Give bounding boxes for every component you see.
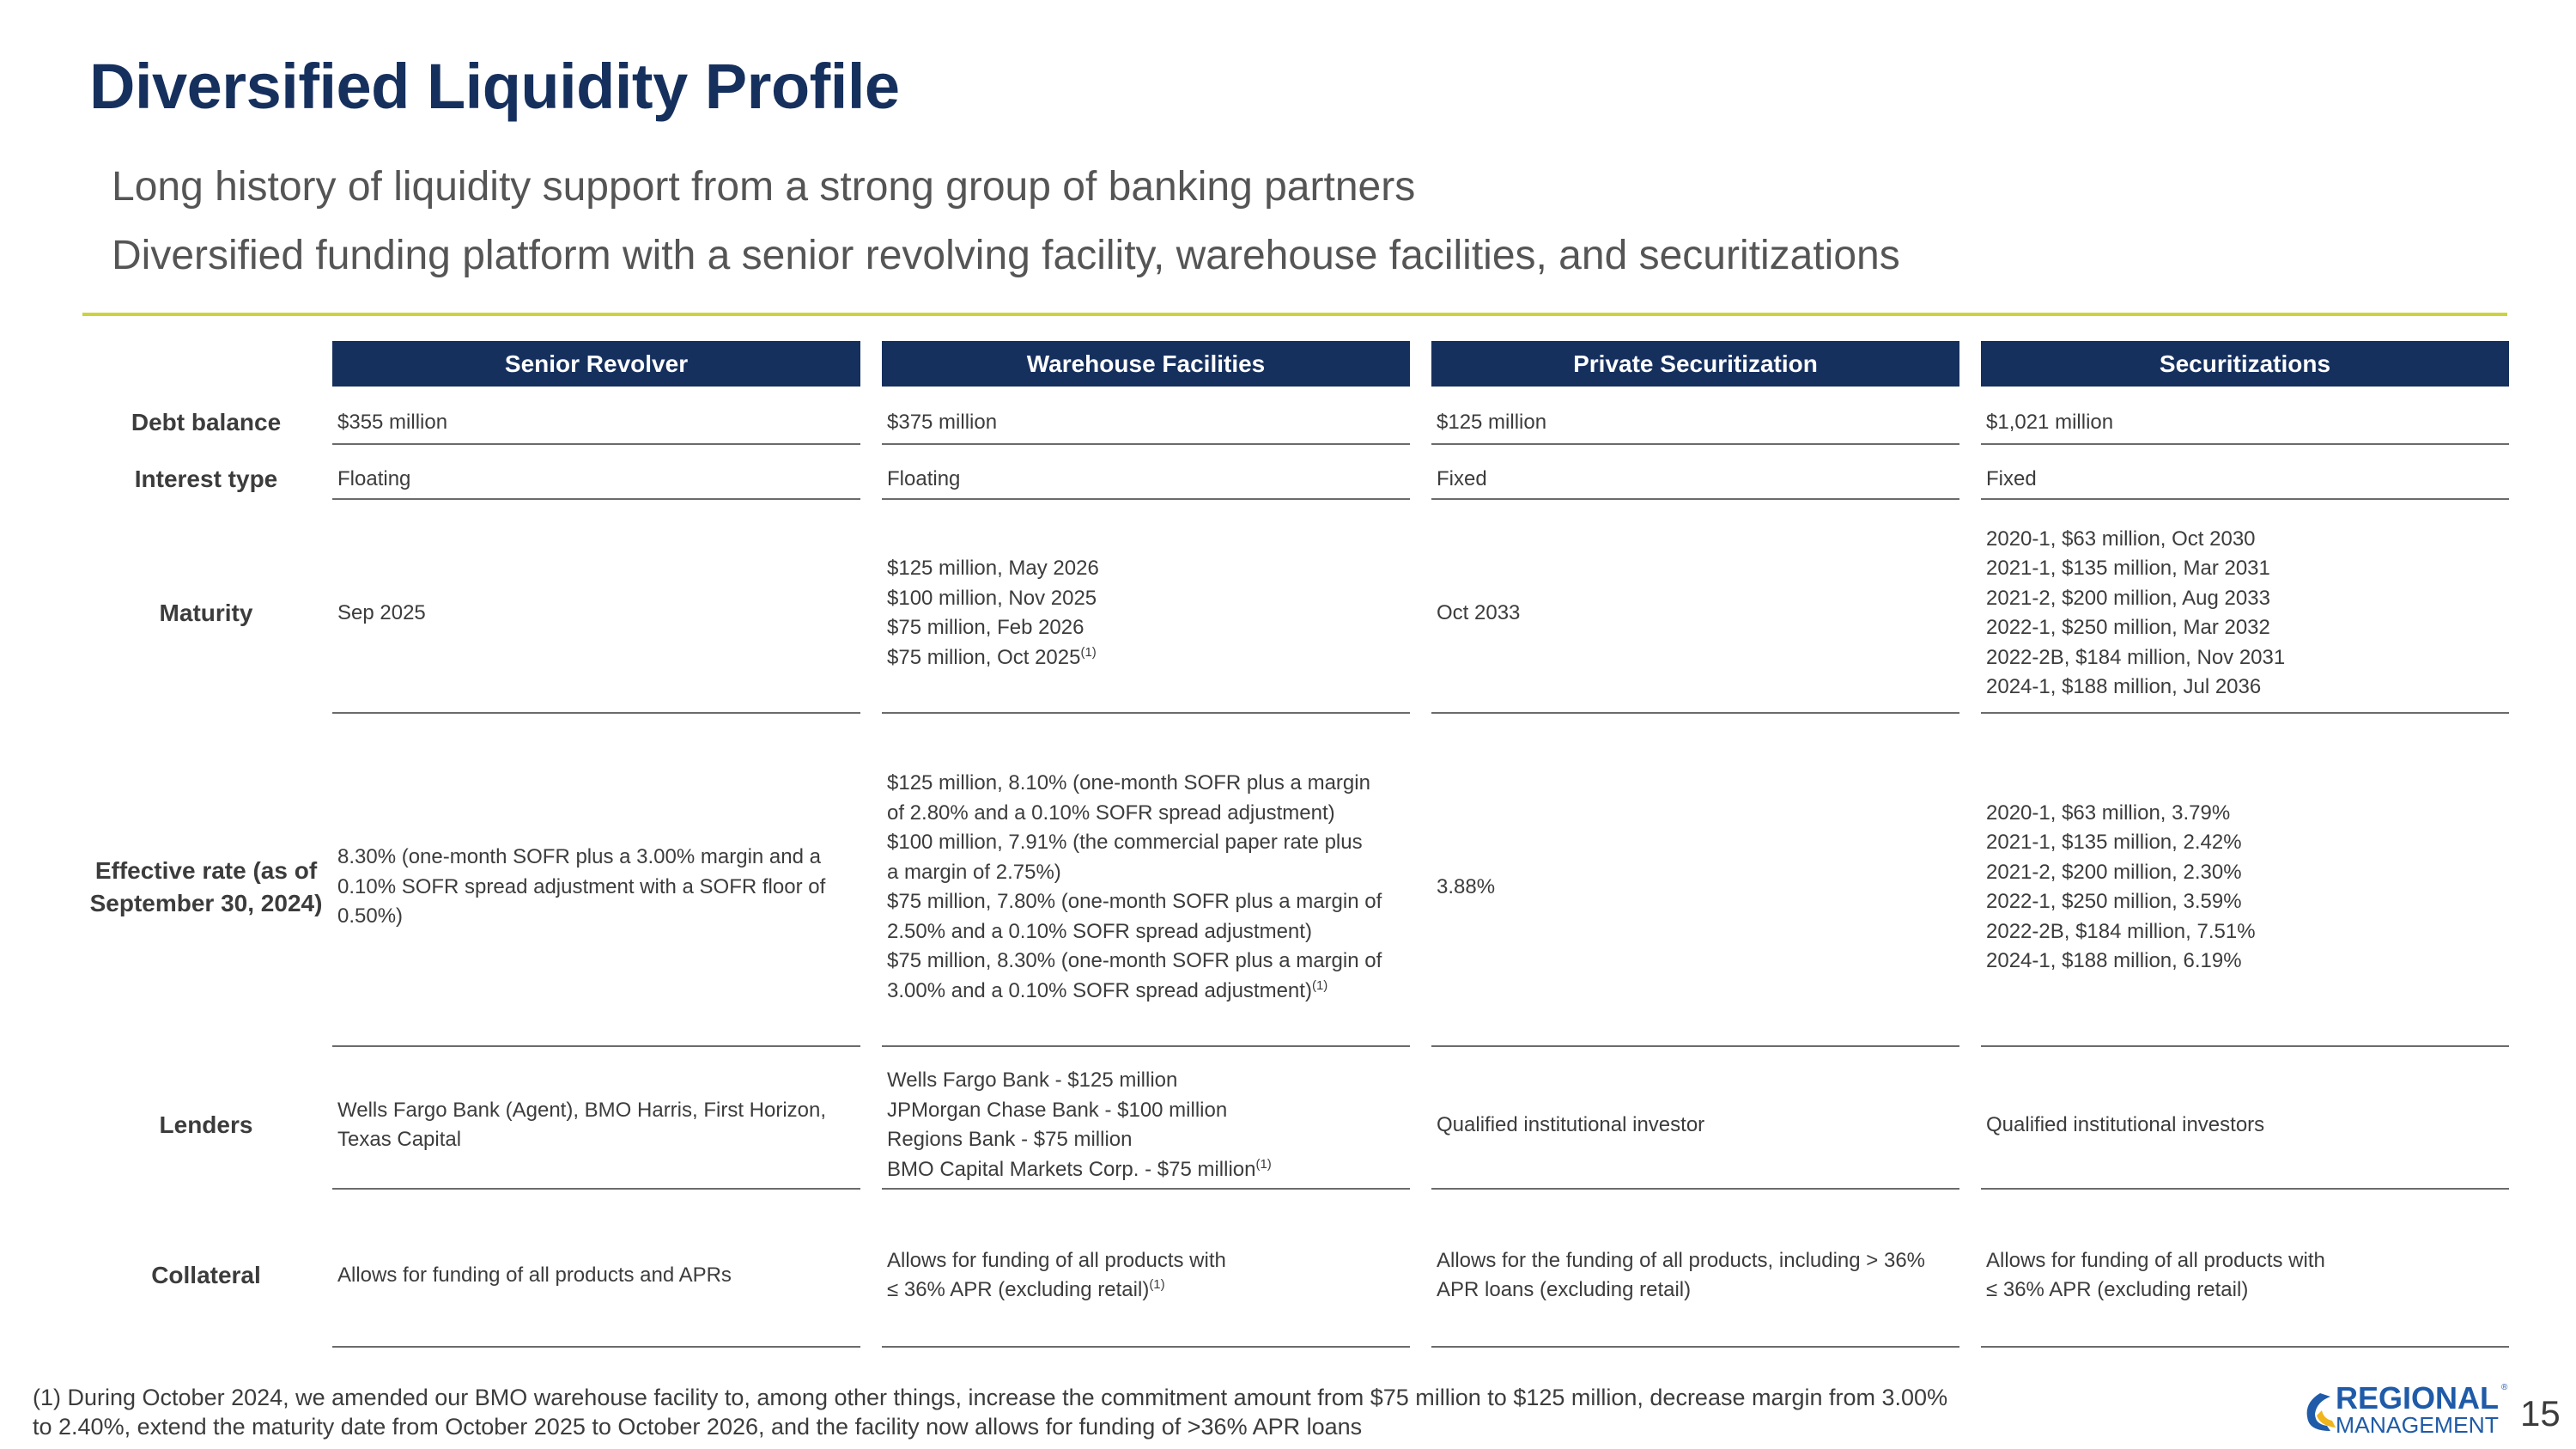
cell-interest-senior: Floating: [337, 466, 411, 490]
row-divider: [882, 1045, 1410, 1047]
row-divider: [882, 712, 1410, 714]
cell-maturity-senior: Sep 2025: [337, 600, 426, 624]
subtitle-2: Diversified funding platform with a senior revolving facility, warehouse facilities, and securitizations: [112, 233, 1900, 278]
row-divider: [1431, 1045, 1959, 1047]
cell-lenders-warehouse: Wells Fargo Bank - $125 million JPMorgan Chase Bank - $100 million Regions Bank - $75 million BMO Capital Markets Corp. - $75 million$^{(1)}$: [887, 1068, 1272, 1181]
cell-lenders-securitizations: Qualified institutional investors: [1986, 1112, 2265, 1136]
row-divider: [1981, 443, 2509, 445]
row-divider: [332, 1346, 860, 1348]
footnote-marker: (1): [1080, 644, 1097, 660]
cell-debt-senior: $355 million: [337, 410, 448, 434]
cell-rate-securitizations: 2020-1, $63 million, 3.79% 2021-1, $135 million, 2.42% 2021-2, $200 million, 2.30% 2022-1, $250 million, 3.59% 2022-2B, $184 million, 7.51% 2024-1, $188 million, 6.19%: [1986, 801, 2256, 972]
footnote-marker: (1): [1255, 1156, 1272, 1172]
row-label-debt-balance: Debt balance: [131, 409, 282, 435]
row-divider: [332, 712, 860, 714]
row-divider: [882, 498, 1410, 500]
cell-lenders-private: Qualified institutional investor: [1437, 1112, 1705, 1136]
column-header-warehouse-facilities: Warehouse Facilities: [882, 341, 1410, 387]
page-title: Diversified Liquidity Profile: [89, 51, 900, 122]
row-divider: [1981, 1188, 2509, 1190]
logo-text-regional: REGIONAL: [2336, 1380, 2499, 1416]
row-label-collateral: Collateral: [151, 1262, 261, 1288]
cell-collateral-warehouse: Allows for funding of all products with ≤ 36% APR (excluding retail)$^{(1)}$: [887, 1248, 1226, 1301]
row-label-lenders: Lenders: [159, 1111, 253, 1138]
footnote-marker: (1): [1149, 1277, 1165, 1292]
row-divider: [882, 1346, 1410, 1348]
cell-rate-warehouse: $125 million, 8.10% (one-month SOFR plus a margin of 2.80% and a 0.10% SOFR spread adjustment) $100 million, 7.91% (the commercial paper rate plus a margin of 2.75%) $75 million, 7.80% (one-month SOFR plus a margin of 2.50% and a 0.10% SOFR spread adjustment) $75 million, 8.30% (one-month SOFR plus a margin of 3.00% and a 0.10% SOFR spread adjustment)$^{(1)}$: [887, 771, 1382, 1002]
row-divider: [332, 1188, 860, 1190]
column-header-private-securitization: Private Securitization: [1431, 341, 1959, 387]
row-divider: [1431, 712, 1959, 714]
regional-management-logo: [2301, 1378, 2516, 1438]
page-number: 15: [2520, 1393, 2561, 1434]
subtitle-1: Long history of liquidity support from a strong group of banking partners: [112, 164, 1416, 210]
svg-text:®: ®: [2501, 1383, 2508, 1392]
row-divider: [332, 1045, 860, 1047]
row-divider: [1981, 1045, 2509, 1047]
cell-rate-senior: 8.30% (one-month SOFR plus a 3.00% margin and a 0.10% SOFR spread adjustment with a SOFR floor of 0.50%): [337, 845, 826, 928]
cell-collateral-securitizations: Allows for funding of all products with ≤ 36% APR (excluding retail): [1986, 1248, 2325, 1301]
column-header-senior-revolver: Senior Revolver: [332, 341, 860, 387]
row-divider: [1431, 443, 1959, 445]
row-divider: [1431, 1346, 1959, 1348]
footnote: (1) During October 2024, we amended our BMO warehouse facility to, among other things, increase the commitment amount from $75 million to $125 million, decrease margin from 3.00% to 2.40%, extend the maturity date from October 2025 to October 2026, and the facility now allows for funding of >36% APR loans: [33, 1385, 1948, 1440]
row-divider: [1431, 498, 1959, 500]
cell-maturity-warehouse: $125 million, May 2026 $100 million, Nov 2025 $75 million, Feb 2026 $75 million, Oct 2025$^{(1)}$: [887, 557, 1099, 669]
row-divider: [1981, 1346, 2509, 1348]
cell-maturity-private: Oct 2033: [1437, 600, 1521, 624]
row-label-interest-type: Interest type: [134, 466, 278, 492]
cell-debt-securitizations: $1,021 million: [1986, 410, 2114, 434]
row-divider: [1431, 1188, 1959, 1190]
footnote-marker: (1): [1311, 977, 1328, 993]
row-divider: [1981, 712, 2509, 714]
row-divider: [332, 443, 860, 445]
cell-rate-private: 3.88%: [1437, 874, 1496, 898]
accent-divider: [82, 313, 2507, 316]
logo-text-management: MANAGEMENT: [2336, 1412, 2500, 1438]
cell-interest-warehouse: Floating: [887, 466, 961, 490]
row-divider: [1981, 498, 2509, 500]
row-divider: [332, 498, 860, 500]
cell-lenders-senior: Wells Fargo Bank (Agent), BMO Harris, First Horizon, Texas Capital: [337, 1098, 827, 1151]
cell-interest-private: Fixed: [1437, 466, 1487, 490]
row-divider: [882, 1188, 1410, 1190]
column-header-securitizations: Securitizations: [1981, 341, 2509, 387]
cell-interest-securitizations: Fixed: [1986, 466, 2037, 490]
cell-collateral-private: Allows for the funding of all products, including > 36% APR loans (excluding retail): [1437, 1248, 1926, 1301]
row-label-effective-rate: Effective rate (as of September 30, 2024): [89, 857, 323, 916]
cell-collateral-senior: Allows for funding of all products and APRs: [337, 1263, 732, 1287]
row-label-maturity: Maturity: [159, 600, 253, 626]
cell-debt-private: $125 million: [1437, 410, 1547, 434]
cell-debt-warehouse: $375 million: [887, 410, 998, 434]
row-divider: [882, 443, 1410, 445]
cell-maturity-securitizations: 2020-1, $63 million, Oct 2030 2021-1, $135 million, Mar 2031 2021-2, $200 million, Aug 2033 2022-1, $250 million, Mar 2032 2022-2B, $184 million, Nov 2031 2024-1, $188 million, Jul 2036: [1986, 527, 2286, 698]
